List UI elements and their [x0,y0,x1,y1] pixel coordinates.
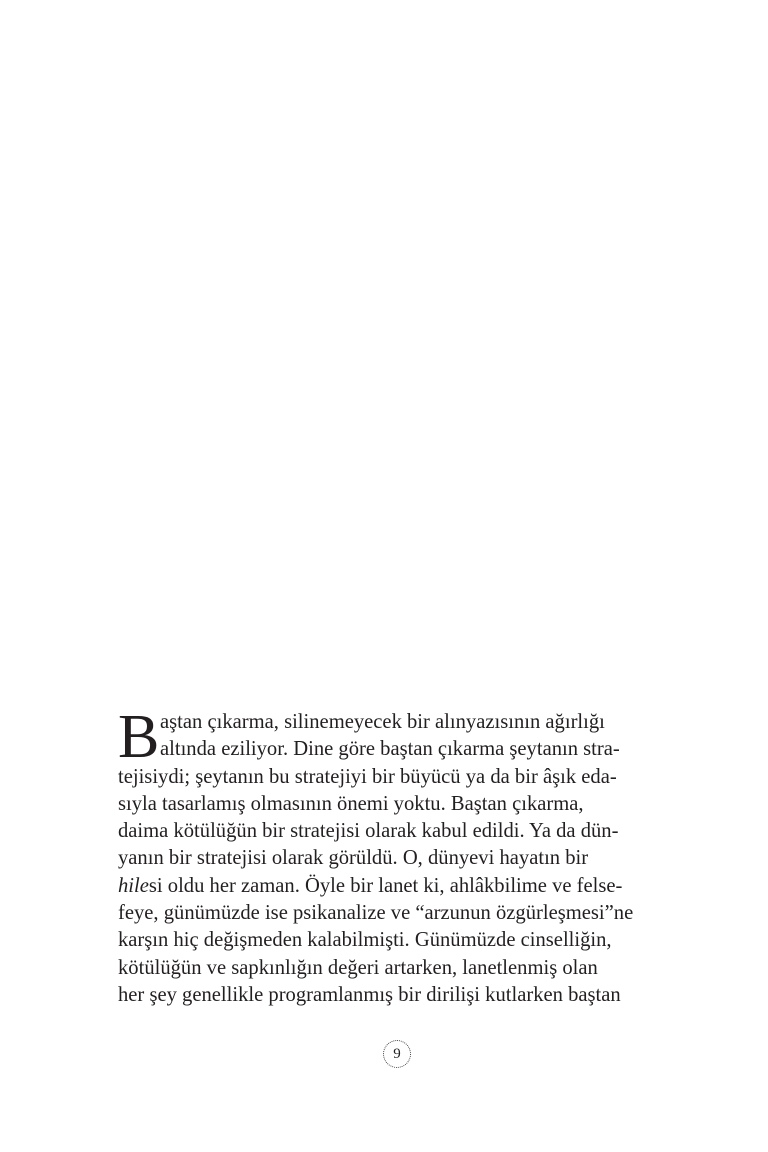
page-number: 9 [393,1045,401,1062]
text-line-6: yanın bir stratejisi olarak görüldü. O, dünyevi hayatın bir [118,847,589,870]
italic-word: hile [118,874,149,897]
text-line-7-rest: si oldu her zaman. Öyle bir lanet ki, ahlâkbilime ve felse- [148,874,623,897]
body-paragraph [118,703,681,1009]
page-number-badge [383,1040,411,1068]
text-line-7 [118,873,681,900]
text-line-9: karşın hiç değişmeden kalabilmişti. Günümüzde cinselliğin, [118,929,612,952]
text-line-2: altında eziliyor. Dine göre baştan çıkarma şeytanın stra- [160,738,620,761]
drop-cap-letter: B [118,703,160,771]
text-line-11: her şey genellikle programlanmış bir dirilişi kutlarken baştan [118,983,621,1006]
text-line-10: kötülüğün ve sapkınlığın değeri artarken, lanetlenmiş olan [118,956,598,979]
text-line-1-content: aştan çıkarma, silinemeyecek bir alınyazısının ağırlığı [160,711,605,733]
text-line-3: tejisiydi; şeytanın bu stratejiyi bir büyücü ya da bir âşık eda- [118,765,617,788]
text-line-8: feye, günümüzde ise psikanalize ve “arzunun özgürleşmesi”ne [118,902,634,925]
text-line-5: daima kötülüğün bir stratejisi olarak kabul edildi. Ya da dün- [118,820,619,843]
text-line-4: sıyla tasarlamış olmasının önemi yoktu. Baştan çıkarma, [118,792,584,815]
